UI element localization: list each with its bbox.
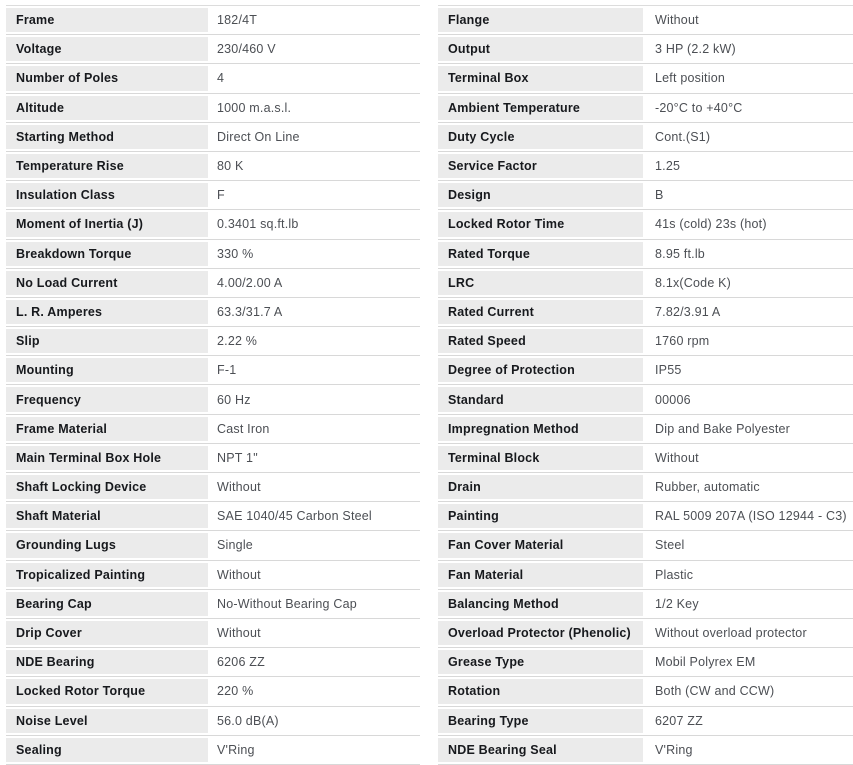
spec-row <box>6 210 420 239</box>
spec-label: Bearing Type <box>438 709 643 733</box>
spec-row <box>6 298 420 327</box>
spec-label: Fan Cover Material <box>438 533 643 557</box>
spec-row <box>438 269 853 298</box>
spec-row <box>438 648 853 677</box>
spec-label: Terminal Box <box>438 66 643 90</box>
spec-row <box>6 181 420 210</box>
spec-value: 80 K <box>217 159 244 174</box>
spec-row <box>438 6 853 35</box>
spec-value: 60 Hz <box>217 392 251 407</box>
spec-label: Drip Cover <box>6 621 208 645</box>
spec-label: Grease Type <box>438 650 643 674</box>
spec-row <box>438 707 853 736</box>
spec-row <box>6 64 420 93</box>
spec-value: 56.0 dB(A) <box>217 713 279 728</box>
spec-row <box>6 94 420 123</box>
spec-row <box>438 444 853 473</box>
spec-row <box>438 561 853 590</box>
spec-value: F <box>217 188 225 203</box>
spec-label: Degree of Protection <box>438 358 643 382</box>
spec-label: Slip <box>6 329 208 353</box>
spec-value: Steel <box>655 538 685 553</box>
spec-label: Painting <box>438 504 643 528</box>
spec-value: V'Ring <box>655 742 693 757</box>
spec-row <box>438 677 853 706</box>
spec-label: Noise Level <box>6 709 208 733</box>
spec-value: 3 HP (2.2 kW) <box>655 42 736 57</box>
spec-value: Single <box>217 538 253 553</box>
spec-value: B <box>655 188 664 203</box>
spec-label: Design <box>438 183 643 207</box>
spec-label: Moment of Inertia (J) <box>6 212 208 236</box>
spec-value: Dip and Bake Polyester <box>655 421 791 436</box>
spec-value: 4 <box>217 71 225 86</box>
spec-label: Ambient Temperature <box>438 96 643 120</box>
spec-label: Number of Poles <box>6 66 208 90</box>
spec-label: Locked Rotor Torque <box>6 679 208 703</box>
spec-value: Without <box>217 567 261 582</box>
spec-table-right <box>438 5 853 765</box>
spec-row <box>6 561 420 590</box>
spec-value: 182/4T <box>217 13 258 28</box>
spec-label: Duty Cycle <box>438 125 643 149</box>
spec-value: V'Ring <box>217 742 255 757</box>
spec-value: 330 % <box>217 246 254 261</box>
spec-value: 230/460 V <box>217 42 276 57</box>
spec-value: 220 % <box>217 684 254 699</box>
spec-label: Output <box>438 37 643 61</box>
spec-value: 8.1x(Code K) <box>655 275 732 290</box>
spec-label: Tropicalized Painting <box>6 563 208 587</box>
spec-label: Altitude <box>6 96 208 120</box>
spec-value: No-Without Bearing Cap <box>217 596 357 611</box>
spec-value: 2.22 % <box>217 334 258 349</box>
spec-value: 6207 ZZ <box>655 713 703 728</box>
spec-label: NDE Bearing Seal <box>438 738 643 762</box>
spec-value: 63.3/31.7 A <box>217 304 283 319</box>
spec-row <box>438 473 853 502</box>
spec-value: Plastic <box>655 567 694 582</box>
spec-row <box>438 210 853 239</box>
spec-label: Overload Protector (Phenolic) <box>438 621 643 645</box>
spec-value: Without <box>655 450 699 465</box>
spec-row <box>438 152 853 181</box>
spec-value: 4.00/2.00 A <box>217 275 283 290</box>
spec-label: Shaft Locking Device <box>6 475 208 499</box>
spec-row <box>438 415 853 444</box>
spec-label: Balancing Method <box>438 592 643 616</box>
spec-label: Grounding Lugs <box>6 533 208 557</box>
spec-value: Without <box>655 13 699 28</box>
spec-label: Starting Method <box>6 125 208 149</box>
spec-label: Rotation <box>438 679 643 703</box>
spec-label: Mounting <box>6 358 208 382</box>
spec-value: 6206 ZZ <box>217 655 265 670</box>
spec-row <box>6 240 420 269</box>
spec-row <box>6 707 420 736</box>
spec-label: Frame Material <box>6 417 208 441</box>
spec-label: Voltage <box>6 37 208 61</box>
spec-value: Without <box>217 626 261 641</box>
spec-label: Service Factor <box>438 154 643 178</box>
spec-value: 1.25 <box>655 159 681 174</box>
spec-row <box>6 123 420 152</box>
spec-row <box>6 473 420 502</box>
spec-row <box>6 6 420 35</box>
spec-row <box>438 240 853 269</box>
spec-label: Frequency <box>6 387 208 411</box>
spec-row <box>438 356 853 385</box>
spec-label: Bearing Cap <box>6 592 208 616</box>
spec-value: Left position <box>655 71 726 86</box>
spec-row <box>6 444 420 473</box>
spec-row <box>438 590 853 619</box>
spec-row <box>6 327 420 356</box>
spec-value: Cast Iron <box>217 421 270 436</box>
spec-value: SAE 1040/45 Carbon Steel <box>217 509 372 524</box>
spec-row <box>6 385 420 414</box>
spec-label: Insulation Class <box>6 183 208 207</box>
spec-row <box>438 502 853 531</box>
spec-label: Main Terminal Box Hole <box>6 446 208 470</box>
spec-row <box>438 123 853 152</box>
spec-label: Shaft Material <box>6 504 208 528</box>
spec-row <box>6 269 420 298</box>
spec-label: Frame <box>6 8 208 32</box>
spec-value: 41s (cold) 23s (hot) <box>655 217 767 232</box>
spec-label: Sealing <box>6 738 208 762</box>
spec-label: Fan Material <box>438 563 643 587</box>
spec-row <box>438 64 853 93</box>
spec-row <box>6 152 420 181</box>
spec-value: NPT 1" <box>217 450 258 465</box>
spec-row <box>438 35 853 64</box>
spec-label: Drain <box>438 475 643 499</box>
spec-label: Rated Torque <box>438 242 643 266</box>
spec-row <box>438 385 853 414</box>
spec-row <box>6 35 420 64</box>
spec-label: Locked Rotor Time <box>438 212 643 236</box>
spec-value: 00006 <box>655 392 691 407</box>
spec-row <box>6 677 420 706</box>
spec-row <box>6 736 420 765</box>
spec-label: NDE Bearing <box>6 650 208 674</box>
spec-value: Mobil Polyrex EM <box>655 655 756 670</box>
spec-table-left <box>6 5 420 765</box>
spec-label: Rated Speed <box>438 329 643 353</box>
spec-label: Impregnation Method <box>438 417 643 441</box>
spec-value: F-1 <box>217 363 237 378</box>
spec-row <box>6 590 420 619</box>
spec-label: Breakdown Torque <box>6 242 208 266</box>
spec-value: Rubber, automatic <box>655 480 760 495</box>
spec-row <box>438 327 853 356</box>
spec-label: Standard <box>438 387 643 411</box>
spec-row <box>6 356 420 385</box>
spec-row <box>6 619 420 648</box>
spec-value: 0.3401 sq.ft.lb <box>217 217 299 232</box>
spec-label: Terminal Block <box>438 446 643 470</box>
spec-label: L. R. Amperes <box>6 300 208 324</box>
spec-row <box>438 736 853 765</box>
spec-row <box>6 502 420 531</box>
spec-row <box>438 298 853 327</box>
spec-value: Without <box>217 480 261 495</box>
spec-label: Temperature Rise <box>6 154 208 178</box>
spec-value: Without overload protector <box>655 626 807 641</box>
spec-value: 7.82/3.91 A <box>655 304 721 319</box>
spec-row <box>6 415 420 444</box>
spec-value: Direct On Line <box>217 129 300 144</box>
spec-label: Flange <box>438 8 643 32</box>
spec-label: Rated Current <box>438 300 643 324</box>
spec-row <box>6 531 420 560</box>
spec-value: RAL 5009 207A (ISO 12944 - C3) <box>655 509 847 524</box>
spec-row <box>438 531 853 560</box>
spec-value: 1000 m.a.s.l. <box>217 100 292 115</box>
spec-row <box>438 94 853 123</box>
spec-value: Cont.(S1) <box>655 129 711 144</box>
spec-row <box>438 619 853 648</box>
spec-label: No Load Current <box>6 271 208 295</box>
spec-value: 1/2 Key <box>655 596 699 611</box>
spec-label: LRC <box>438 271 643 295</box>
spec-row <box>438 181 853 210</box>
spec-value: IP55 <box>655 363 682 378</box>
spec-row <box>6 648 420 677</box>
spec-value: Both (CW and CCW) <box>655 684 775 699</box>
spec-value: 1760 rpm <box>655 334 710 349</box>
spec-value: -20°C to +40°C <box>655 100 743 115</box>
spec-value: 8.95 ft.lb <box>655 246 705 261</box>
